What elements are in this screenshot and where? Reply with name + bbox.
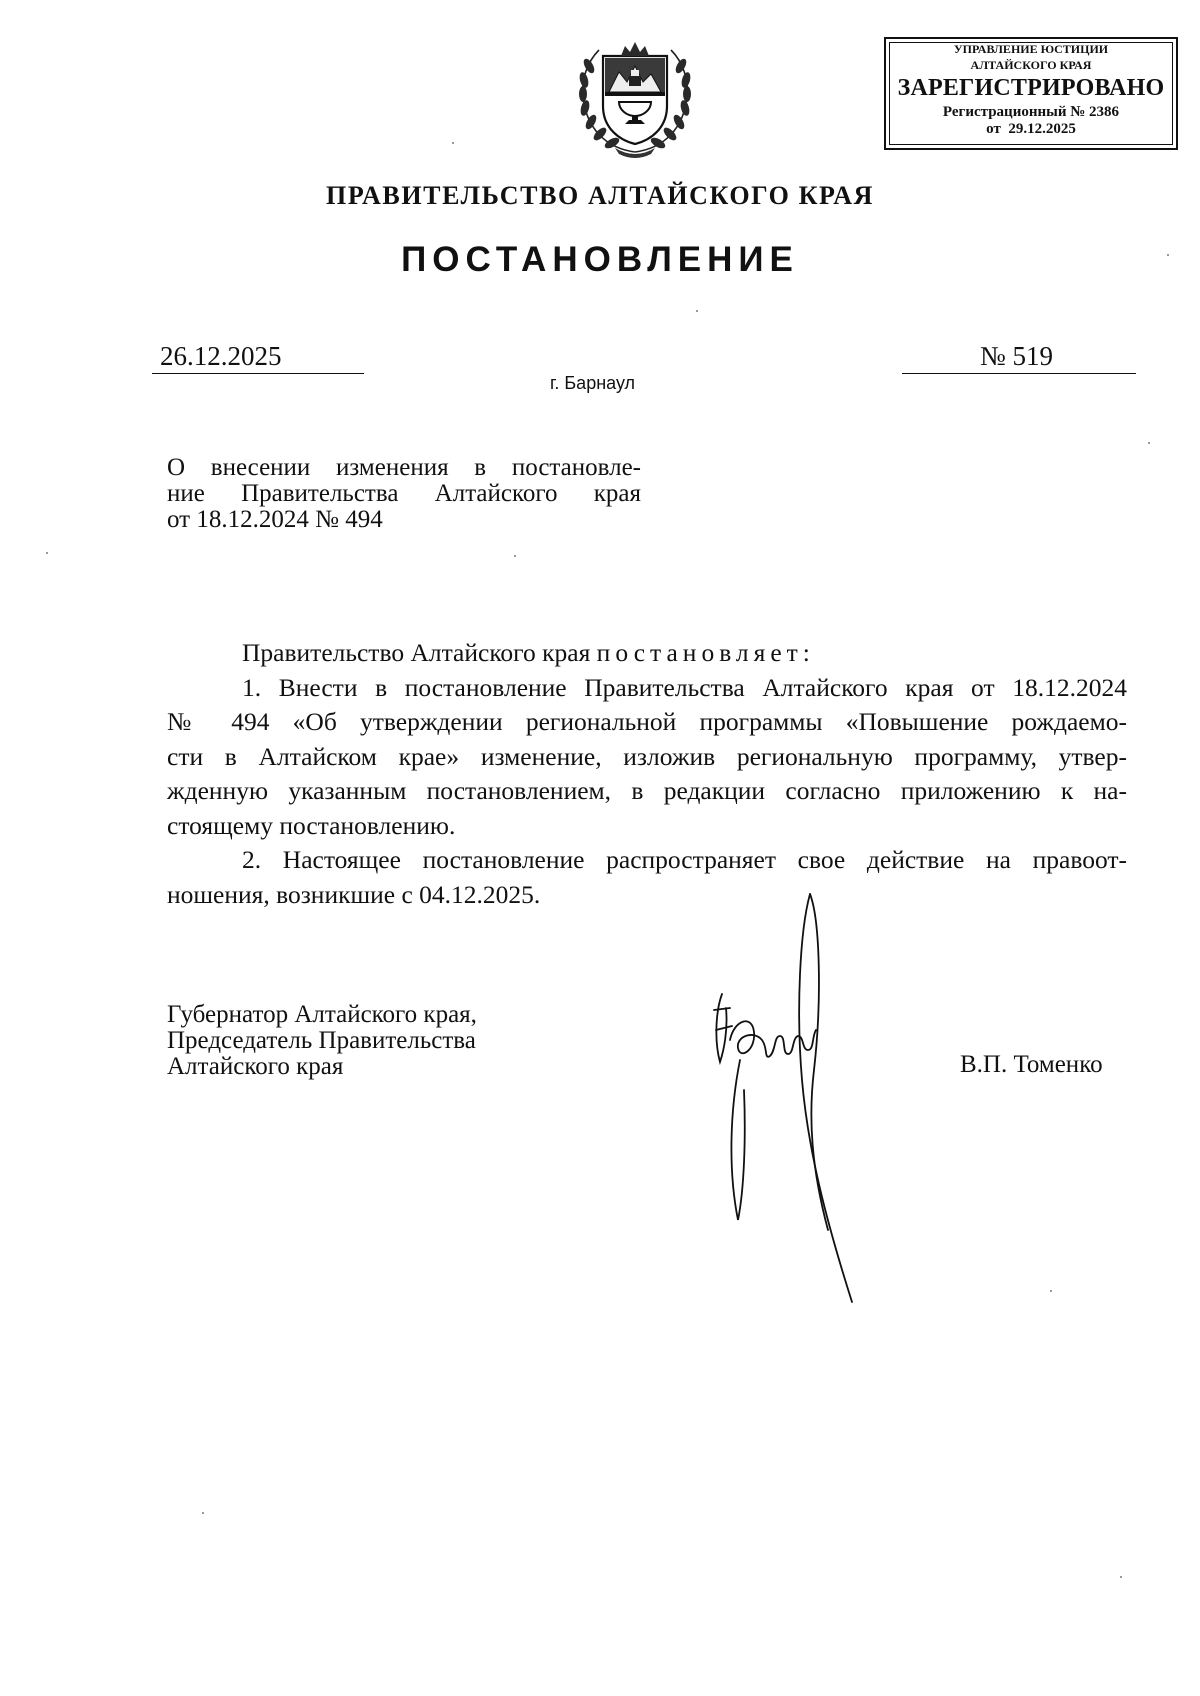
preamble-lead: Правительство Алтайского края	[242, 638, 597, 667]
paragraph-1-line: сти в Алтайском крае» изменение, изложив региональную программу, утвер-	[167, 741, 1127, 771]
paragraph-1-line: 1. Внести в постановление Правительства Алтайского края от 18.12.2024	[242, 672, 1127, 702]
signer-title-line: Председатель Правительства	[167, 1027, 476, 1054]
paragraph-1-line: стоящему постановлению.	[167, 810, 456, 840]
scan-speck	[696, 310, 698, 312]
scan-speck	[1167, 254, 1169, 256]
authority-title: ПРАВИТЕЛЬСТВО АЛТАЙСКОГО КРАЯ	[326, 181, 874, 210]
handwritten-signature	[700, 890, 870, 1310]
stamp-org-line2: АЛТАЙСКОГО КРАЯ	[970, 58, 1092, 72]
paragraph-1-line: № 494 «Об утверждении региональной программы «Повышение рождаемо-	[167, 707, 1127, 736]
paragraph-1-line: жденную указанным постановлением, в редакции согласно приложению к на-	[167, 776, 1127, 805]
scan-speck	[202, 1512, 204, 1514]
subject-line: ние Правительства Алтайского края	[167, 480, 641, 507]
preamble-verb: постановляет:	[596, 638, 815, 667]
signer-title-line: Губернатор Алтайского края,	[167, 1001, 477, 1028]
scan-speck	[1148, 442, 1150, 444]
subject-line: от 18.12.2024 № 494	[167, 506, 383, 533]
scan-speck	[452, 142, 454, 144]
scan-speck	[46, 552, 48, 554]
registration-stamp	[884, 37, 1178, 150]
coat-of-arms-icon	[575, 36, 695, 158]
subject-line: О внесении изменения в постановле-	[167, 454, 641, 481]
document-subject	[167, 455, 641, 533]
document-number: № 519	[902, 338, 1136, 374]
document-date: 26.12.2025	[152, 338, 364, 374]
paragraph-2-line: ношения, возникшие с 04.12.2025.	[167, 879, 541, 909]
preamble	[167, 636, 1127, 671]
stamp-reg-number: Регистрационный № 2386	[942, 104, 1120, 120]
document-type-title: ПОСТАНОВЛЕНИЕ	[401, 240, 799, 279]
signer-title	[167, 1002, 587, 1080]
stamp-org-line1: УПРАВЛЕНИЕ ЮСТИЦИИ	[953, 42, 1109, 56]
signer-title-line: Алтайского края	[167, 1053, 344, 1080]
document-body	[167, 636, 1127, 912]
paragraph-2-line: 2. Настоящее постановление распространяет свое действие на правоот-	[242, 845, 1127, 874]
stamp-inner-frame	[889, 42, 1173, 145]
signer-name: В.П. Томенко	[960, 1051, 1103, 1078]
stamp-status: ЗАРЕГИСТРИРОВАНО	[897, 75, 1165, 101]
document-city: г. Барнаул	[550, 373, 636, 393]
scan-speck	[1120, 1576, 1122, 1578]
scan-speck	[1050, 1290, 1052, 1292]
stamp-reg-date: от 29.12.2025	[986, 121, 1076, 137]
scan-speck	[514, 555, 516, 557]
